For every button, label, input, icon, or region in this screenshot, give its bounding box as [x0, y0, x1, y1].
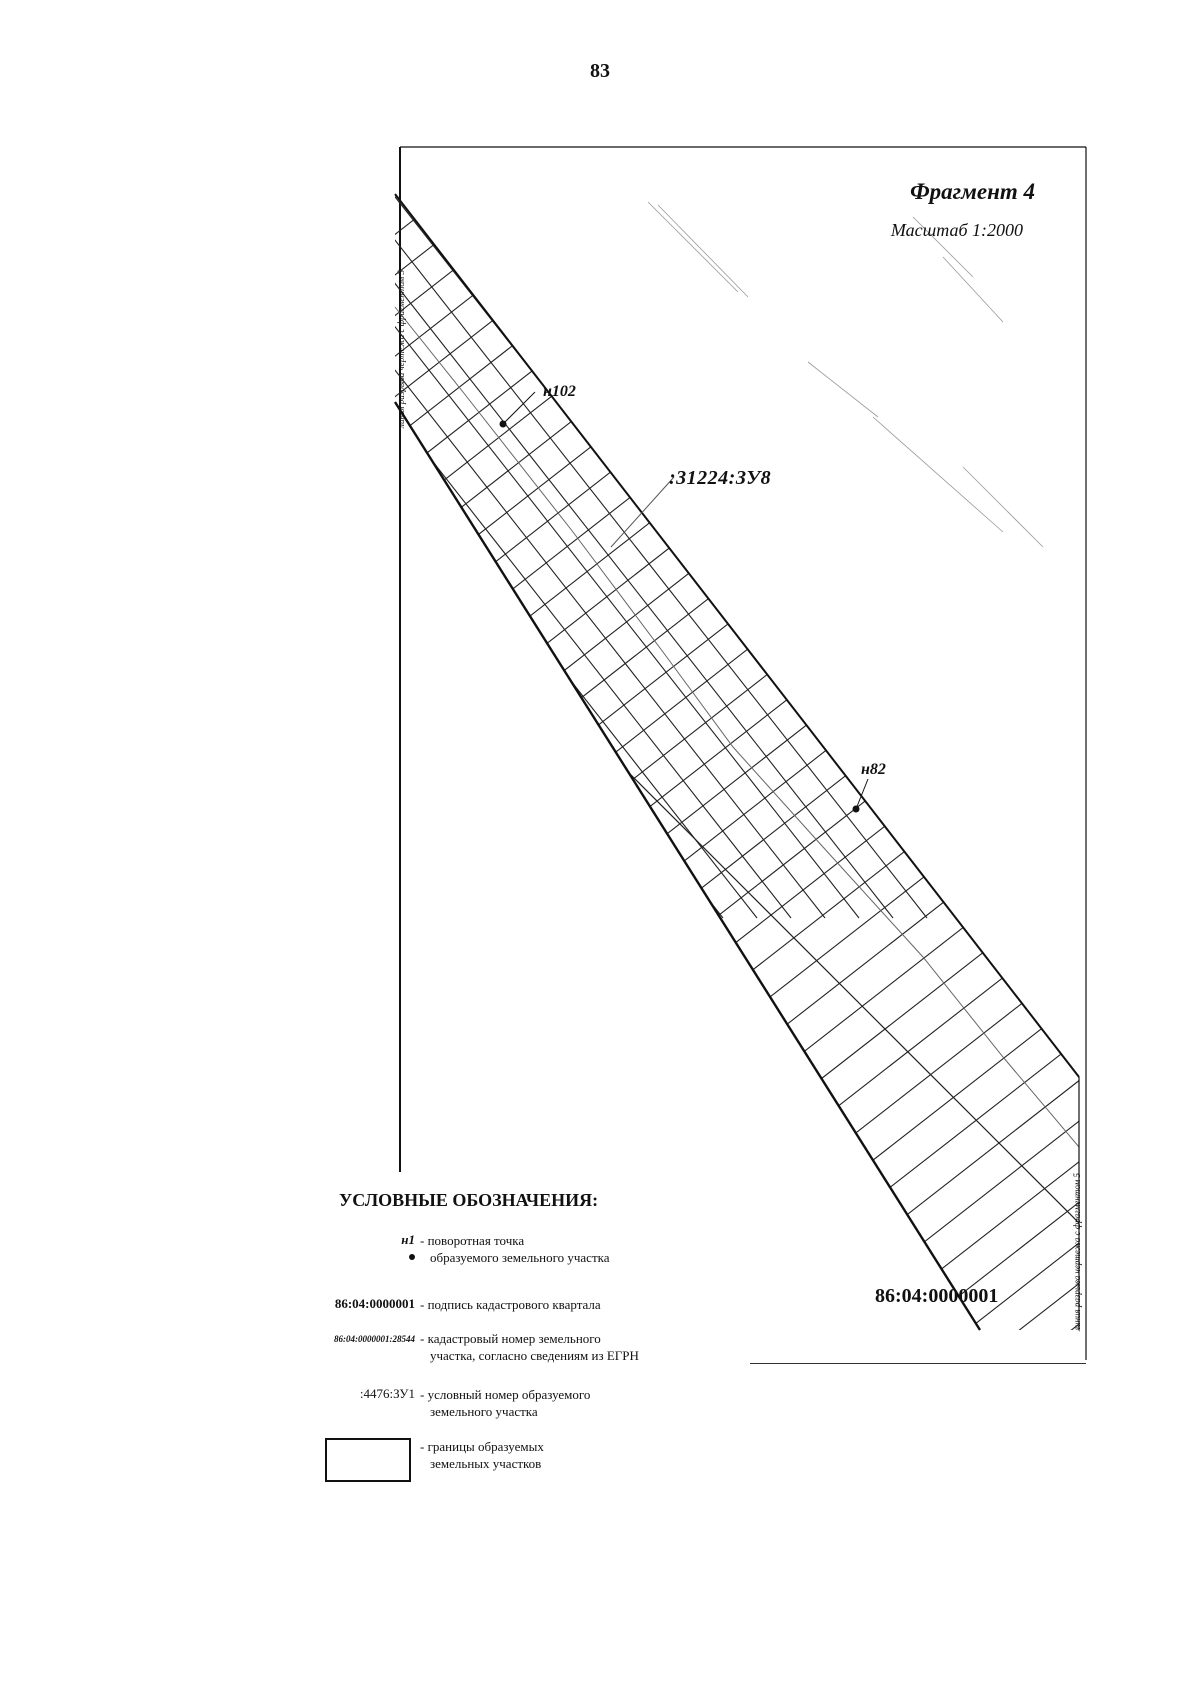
hatch-line	[513, 492, 1200, 1116]
n102-leader	[503, 392, 535, 424]
hatch-line	[0, 0, 705, 333]
hatch-line	[0, 0, 757, 918]
hatch-line	[258, 164, 1058, 788]
hatch-line	[0, 0, 893, 918]
parcel-label-leader	[611, 477, 674, 547]
point-n82-marker	[853, 806, 860, 813]
hatch-line	[0, 0, 315, 918]
hatch-line	[121, 0, 921, 611]
hatch-line	[572, 568, 1200, 1192]
hatch-line	[831, 0, 1200, 918]
hatch-line	[336, 265, 1136, 889]
hatch-line	[846, 922, 1200, 1546]
fragment-title: Фрагмент 4	[910, 179, 1035, 204]
hatch-line	[0, 0, 961, 918]
hatch-line	[0, 0, 485, 918]
hatch-line	[355, 0, 1200, 918]
hatch-line	[0, 0, 450, 4]
hatch-line	[356, 290, 1156, 914]
hatch-line	[140, 12, 940, 636]
hatch-line	[287, 0, 1200, 918]
hatch-line	[905, 998, 1200, 1622]
legend-key-conditional: :4476:ЗУ1	[359, 1386, 415, 1401]
hatch-line	[899, 0, 1200, 918]
hatch-line	[0, 0, 489, 55]
hatch-line	[0, 0, 213, 918]
hatch-line	[0, 0, 9, 918]
hatch-line	[151, 0, 1200, 918]
hatch-line	[933, 0, 1200, 918]
hatch-line	[0, 0, 646, 257]
hatch-line	[1121, 1276, 1200, 1697]
legend-item-boundary	[250, 1438, 810, 1482]
hatch-line	[631, 644, 1200, 1268]
hatch-line	[395, 341, 1195, 965]
hatch-line	[0, 0, 247, 918]
hatch-line	[0, 0, 621, 918]
hatch-line	[0, 0, 179, 918]
hatch-line	[661, 0, 1200, 918]
hatch-line	[0, 0, 383, 918]
hatch-line	[493, 467, 1200, 1091]
break-line-note-right: линия разрыва чертежа с фрагментом 5	[1072, 1173, 1082, 1331]
legend-desc: - условный номер образуемого	[420, 1387, 591, 1402]
hatch-line	[797, 0, 1200, 918]
hatch-line	[627, 0, 1200, 918]
hatch-line	[15, 0, 1131, 918]
map-fragment	[396, 147, 1086, 1360]
hatch-line	[709, 745, 1200, 1369]
hatch-line	[454, 416, 1200, 1040]
hatch-line	[1001, 0, 1200, 918]
hatch-line	[0, 0, 607, 206]
map-scale: Масштаб 1:2000	[890, 220, 1023, 240]
hatch-line	[768, 821, 1200, 1445]
hatch-line	[0, 0, 1063, 918]
hatch-line	[559, 0, 1200, 918]
hatch-line	[925, 1023, 1200, 1647]
hatch-line	[0, 0, 43, 918]
hatch-line	[0, 0, 281, 918]
hatch-line	[297, 214, 1097, 838]
hatch-line	[180, 63, 980, 687]
hatch-line	[491, 0, 1200, 918]
boundary-swatch-icon	[325, 1438, 411, 1482]
hatch-line	[423, 0, 1200, 918]
hatch-line	[788, 846, 1200, 1470]
hatch-line	[0, 0, 111, 918]
hatch-line	[0, 0, 451, 918]
legend-desc: - границы образуемых	[420, 1439, 544, 1454]
hatch-line	[695, 0, 1200, 918]
hatch-line	[1035, 0, 1200, 918]
parcel-conditional-number: :31224:ЗУ8	[669, 467, 772, 489]
hatch-line	[1141, 1301, 1200, 1697]
hatch-line	[1069, 0, 1200, 918]
hatch-line	[1101, 1251, 1200, 1697]
legend-desc: земельных участков	[430, 1456, 542, 1471]
legend-desc: образуемого земельного участка	[430, 1250, 610, 1265]
hatch-line	[729, 0, 1200, 918]
hatch-line	[552, 543, 1200, 1167]
hatch-line	[0, 0, 1029, 918]
hatch-line	[1023, 1150, 1200, 1697]
hatch-line	[1003, 1124, 1200, 1697]
legend-desc: земельного участка	[430, 1404, 538, 1419]
hatch-line	[0, 0, 723, 918]
hatch-line	[591, 593, 1200, 1217]
hatch-line	[0, 0, 995, 918]
legend-desc: - подпись кадастрового квартала	[420, 1297, 601, 1312]
faint-lines	[648, 202, 1043, 547]
hatch-line	[0, 0, 587, 181]
cadastral-quarter-label: 86:04:0000001	[875, 1285, 999, 1307]
hatch-line	[0, 0, 470, 29]
hatch-line	[866, 947, 1200, 1571]
turning-point-icon	[409, 1254, 415, 1260]
egrn-underline	[750, 1363, 1086, 1364]
hatch-line	[1171, 0, 1200, 918]
legend-title: УСЛОВНЫЕ ОБОЗНАЧЕНИЯ:	[339, 1190, 599, 1210]
hatch-line	[117, 0, 1200, 918]
hatch-line	[0, 0, 859, 918]
hatch-line	[1160, 1327, 1200, 1697]
page-number: 83	[590, 60, 610, 82]
legend-key-quarter: 86:04:0000001	[334, 1296, 415, 1311]
hatch-line	[376, 315, 1176, 939]
hatch-line	[0, 0, 145, 918]
hatch-line	[0, 0, 655, 918]
hatch-line	[435, 391, 1200, 1015]
hatch-line	[160, 37, 960, 661]
hatch-line	[984, 1099, 1200, 1697]
hatch-line	[0, 0, 553, 918]
hatch-line	[474, 442, 1200, 1066]
hatch-line	[0, 0, 825, 918]
legend-key-point: н1	[401, 1232, 415, 1247]
hatch-line	[101, 0, 901, 585]
hatch-line	[763, 0, 1200, 918]
legend-key-cadastral: 86:04:0000001:28544	[334, 1334, 415, 1344]
hatch-line	[0, 0, 685, 307]
hatch-line	[0, 0, 689, 918]
hatch-line	[650, 669, 1200, 1293]
hatch-line	[49, 0, 1165, 918]
point-label-n102: н102	[543, 383, 576, 400]
legend-desc: - поворотная точка	[420, 1233, 525, 1248]
hatch-line	[748, 796, 1200, 1420]
legend-desc: - кадастровый номер земельного	[420, 1331, 601, 1346]
legend-desc: участка, согласно сведениям из ЕГРН	[430, 1348, 639, 1363]
hatch-line	[389, 0, 1200, 918]
n82-leader	[856, 779, 868, 809]
hatch-line	[525, 0, 1200, 918]
hatch-line	[1103, 0, 1200, 918]
hatch-line	[457, 0, 1200, 918]
hatch-line	[611, 619, 1200, 1243]
hatch-line	[0, 0, 77, 918]
hatch-line	[0, 0, 519, 918]
hatch-line	[0, 0, 417, 918]
hatch-line	[0, 0, 1097, 918]
hatch-line	[317, 239, 1117, 863]
hatch-line	[670, 695, 1200, 1319]
point-n102-marker	[500, 421, 507, 428]
hatch-line	[321, 0, 1200, 918]
hatch-line	[0, 0, 349, 918]
hatch-line	[219, 0, 1200, 918]
hatch-line	[1082, 1225, 1200, 1697]
parcel-inner-line	[395, 307, 1079, 1147]
break-line-note-left: линия разрыва чертежа с фрагментом 3	[396, 270, 406, 428]
map-drawing	[403, 147, 1086, 1360]
hatch-line	[807, 871, 1200, 1495]
hatch-line	[83, 0, 1199, 918]
hatch-line	[967, 0, 1200, 918]
hatch-line	[185, 0, 1200, 918]
point-label-n82: н82	[861, 761, 886, 778]
hatch-line	[0, 0, 528, 105]
hatch-line	[219, 113, 1019, 737]
hatch-line	[1137, 0, 1200, 918]
hatch-line	[865, 0, 1200, 918]
hatch-line	[690, 720, 1200, 1344]
